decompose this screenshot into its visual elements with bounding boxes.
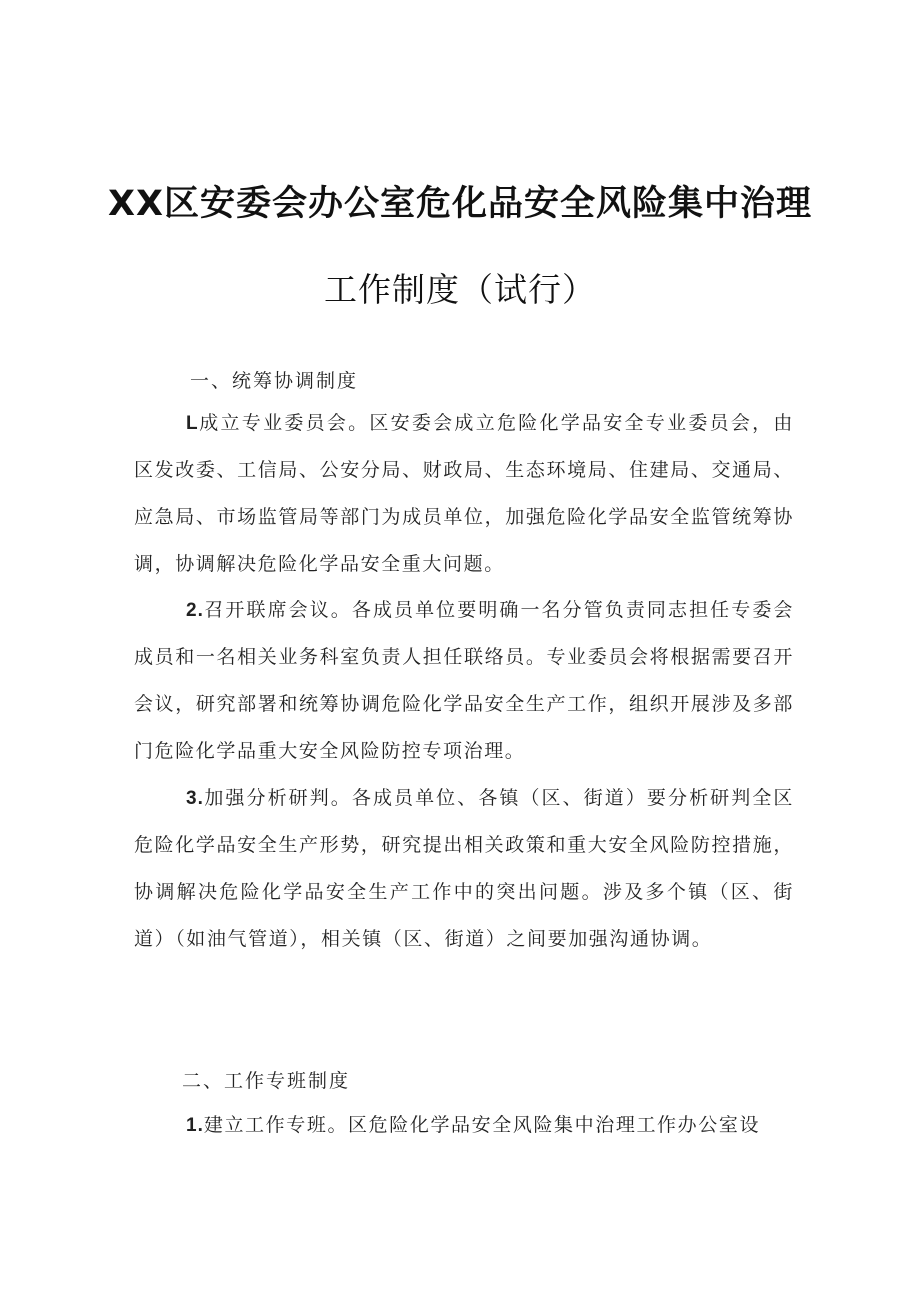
paragraph-text: 建立工作专班。区危险化学品安全风险集中治理工作办公室设 [203, 1114, 761, 1136]
paragraph-1-2 [134, 587, 794, 775]
paragraph-1-1 [134, 400, 794, 588]
paragraph-number: 3. [186, 788, 204, 809]
paragraph-number: 1. [186, 1115, 204, 1136]
section-heading-2: 二、工作专班制度 [182, 1070, 351, 1092]
paragraph-text: 召开联席会议。各成员单位要明确一名分管负责同志担任专委会成员和一名相关业务科室负责人担任联络员。专业委员会将根据需要召开会议，研究部署和统筹协调危险化学品安全生产工作，组织开展涉及多部门危险化学品重大安全风险防控专项治理。 [134, 599, 794, 762]
paragraph-number: L [186, 413, 199, 434]
paragraph-text: 加强分析研判。各成员单位、各镇（区、街道）要分析研判全区危险化学品安全生产形势，研究提出相关政策和重大安全风险防控措施，协调解决危险化学品安全生产工作中的突出问题。涉及多个镇（区、街道）（如油气管道），相关镇（区、街道）之间要加强沟通协调。 [134, 787, 794, 950]
paragraph-2-1 [134, 1102, 794, 1149]
paragraph-text: 成立专业委员会。区安委会成立危险化学品安全专业委员会，由区发改委、工信局、公安分局、财政局、生态环境局、住建局、交通局、应急局、市场监管局等部门为成员单位，加强危险化学品安全监管统筹协调，协调解决危险化学品安全重大问题。 [134, 412, 794, 575]
document-title-line-2: 工作制度（试行） [324, 270, 596, 309]
paragraph-1-3 [134, 775, 794, 963]
paragraph-number: 2. [186, 600, 204, 621]
document-title-line-1: XX区安委会办公室危化品安全风险集中治理 [108, 184, 812, 224]
section-heading-1: 一、统筹协调制度 [190, 370, 359, 392]
